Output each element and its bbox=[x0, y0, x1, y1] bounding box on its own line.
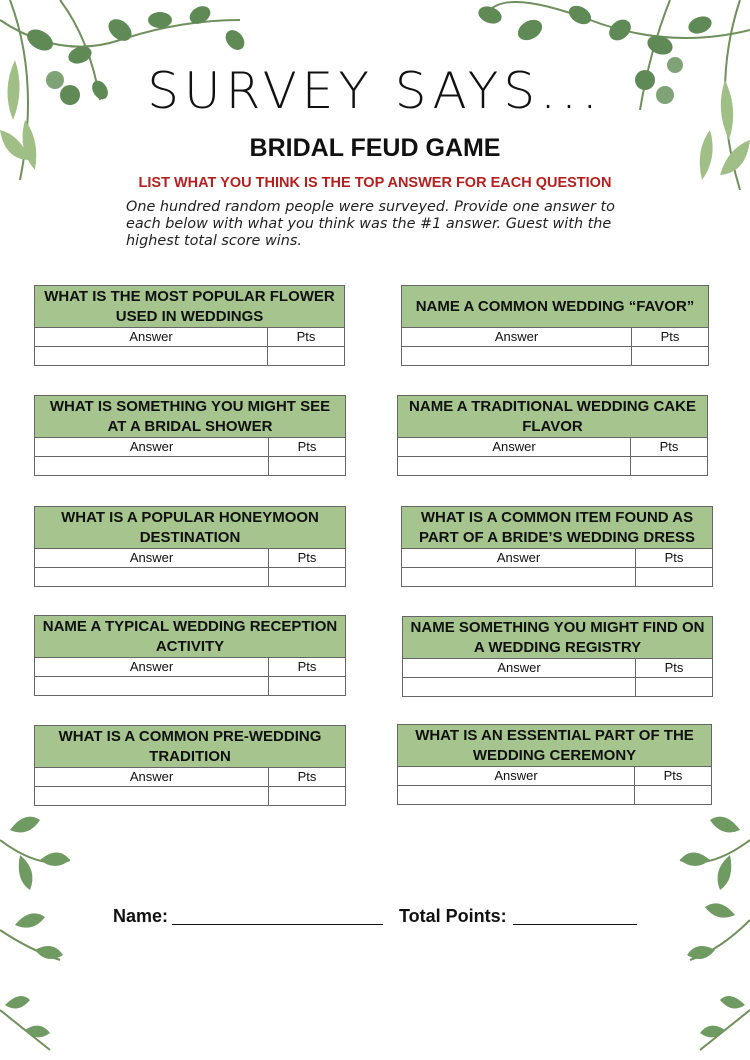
question-text: WHAT IS A COMMON PRE-WEDDING TRADITION bbox=[35, 726, 345, 768]
question-card bbox=[34, 725, 346, 806]
name-line[interactable] bbox=[172, 924, 383, 925]
question-text: WHAT IS A POPULAR HONEYMOON DESTINATION bbox=[35, 507, 345, 549]
answer-cell[interactable] bbox=[403, 678, 636, 696]
question-text: NAME A TRADITIONAL WEDDING CAKE FLAVOR bbox=[398, 396, 707, 438]
pts-header: Pts bbox=[664, 660, 684, 675]
pts-cell[interactable] bbox=[636, 568, 712, 586]
pts-cell[interactable] bbox=[269, 787, 345, 805]
question-card bbox=[34, 506, 346, 587]
question-text: NAME A TYPICAL WEDDING RECEPTION ACTIVITY bbox=[35, 616, 345, 658]
page-subtitle: BRIDAL FEUD GAME bbox=[249, 134, 501, 162]
total-points-label: Total Points: bbox=[399, 906, 507, 926]
foliage-bottom-right bbox=[660, 800, 750, 1060]
answer-cell[interactable] bbox=[35, 457, 269, 475]
answer-cell[interactable] bbox=[398, 786, 635, 804]
pts-cell[interactable] bbox=[631, 457, 707, 475]
pts-cell[interactable] bbox=[636, 678, 712, 696]
pts-header: Pts bbox=[297, 439, 317, 454]
pts-header: Pts bbox=[297, 659, 317, 674]
question-text: WHAT IS SOMETHING YOU MIGHT SEE AT A BRIDAL SHOWER bbox=[35, 396, 345, 438]
instruction-text: LIST WHAT YOU THINK IS THE TOP ANSWER FOR EACH QUESTION bbox=[138, 175, 612, 191]
answer-cell[interactable] bbox=[398, 457, 631, 475]
answer-header: Answer bbox=[398, 767, 635, 785]
answer-cell[interactable] bbox=[35, 787, 269, 805]
question-text: WHAT IS AN ESSENTIAL PART OF THE WEDDING CEREMONY bbox=[398, 725, 711, 767]
question-text: NAME A COMMON WEDDING “FAVOR” bbox=[402, 286, 708, 328]
pts-cell[interactable] bbox=[269, 568, 345, 586]
intro-paragraph: One hundred random people were surveyed. Provide one answer to each below with what you think was the #1 answer. Guest with the highest total score wins. bbox=[126, 199, 615, 249]
question-text: NAME SOMETHING YOU MIGHT FIND ON A WEDDING REGISTRY bbox=[403, 617, 712, 659]
answer-cell[interactable] bbox=[35, 347, 268, 365]
question-card bbox=[397, 724, 712, 805]
pts-header: Pts bbox=[297, 769, 317, 784]
answer-cell[interactable] bbox=[35, 568, 269, 586]
foliage-bottom-left bbox=[0, 800, 90, 1060]
pts-cell[interactable] bbox=[268, 347, 344, 365]
answer-header: Answer bbox=[35, 328, 268, 346]
pts-header: Pts bbox=[664, 550, 684, 565]
answer-header: Answer bbox=[403, 659, 636, 677]
answer-cell[interactable] bbox=[402, 568, 636, 586]
pts-cell[interactable] bbox=[269, 457, 345, 475]
question-card bbox=[401, 506, 713, 587]
pts-header: Pts bbox=[297, 550, 317, 565]
pts-header: Pts bbox=[663, 768, 683, 783]
answer-header: Answer bbox=[35, 768, 269, 786]
question-text: WHAT IS A COMMON ITEM FOUND AS PART OF A BRIDE’S WEDDING DRESS bbox=[402, 507, 712, 549]
pts-header: Pts bbox=[660, 329, 680, 344]
question-card bbox=[34, 285, 345, 366]
answer-header: Answer bbox=[398, 438, 631, 456]
answer-header: Answer bbox=[402, 328, 632, 346]
answer-header: Answer bbox=[35, 438, 269, 456]
question-card bbox=[34, 395, 346, 476]
question-card bbox=[34, 615, 346, 696]
question-card bbox=[402, 616, 713, 697]
answer-header: Answer bbox=[402, 549, 636, 567]
pts-header: Pts bbox=[296, 329, 316, 344]
answer-header: Answer bbox=[35, 658, 269, 676]
name-label: Name: bbox=[113, 906, 169, 926]
pts-cell[interactable] bbox=[635, 786, 711, 804]
pts-cell[interactable] bbox=[632, 347, 708, 365]
answer-cell[interactable] bbox=[35, 677, 269, 695]
pts-header: Pts bbox=[659, 439, 679, 454]
pts-cell[interactable] bbox=[269, 677, 345, 695]
question-card bbox=[397, 395, 708, 476]
answer-header: Answer bbox=[35, 549, 269, 567]
page-title: SURVEY SAYS... bbox=[147, 62, 603, 120]
total-points-line[interactable] bbox=[513, 924, 637, 925]
answer-cell[interactable] bbox=[402, 347, 632, 365]
question-card bbox=[401, 285, 709, 366]
question-text: WHAT IS THE MOST POPULAR FLOWER USED IN WEDDINGS bbox=[35, 286, 344, 328]
